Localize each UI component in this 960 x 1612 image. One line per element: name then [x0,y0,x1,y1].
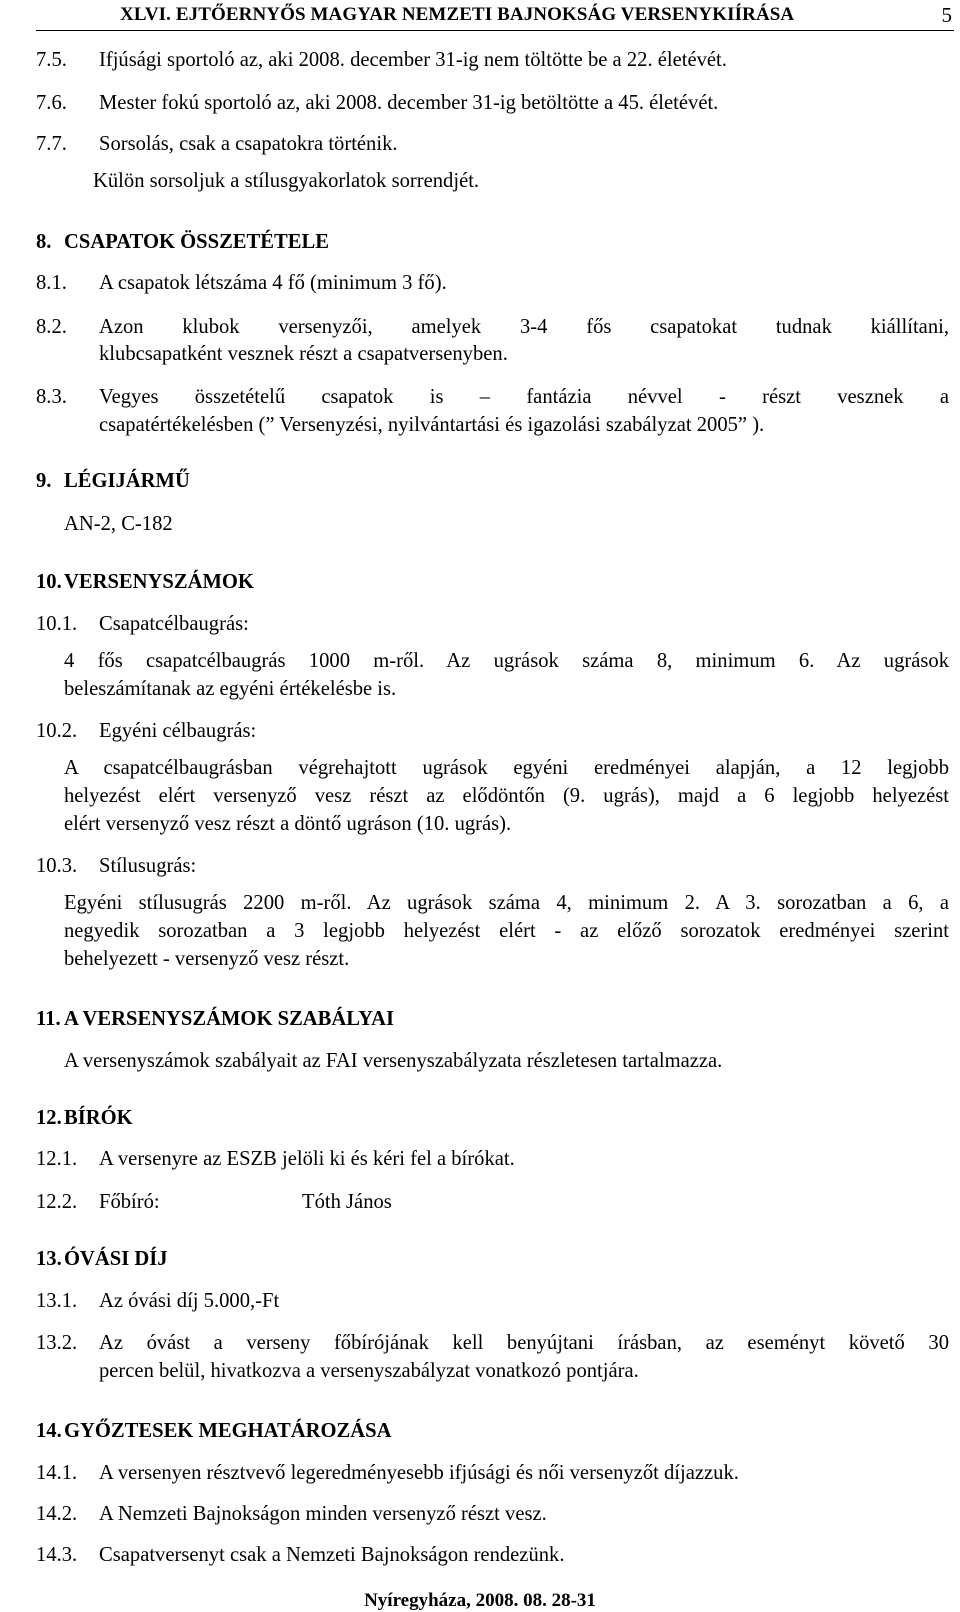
item-number: 14.2. [36,1503,78,1525]
header-title: XLVI. EJTŐERNYŐS MAGYAR NEMZETI BAJNOKSÁG VERSENYKIÍRÁSA [120,4,795,25]
item-text: A versenyen résztvevő legeredményesebb ifjúsági és női versenyzőt díjazzuk. [99,1462,739,1484]
item-number: 12.2. [36,1191,78,1213]
item-text: A versenyre az ESZB jelöli ki és kéri fel a bírókat. [99,1148,515,1170]
item-text: percen belül, hivatkozva a versenyszabályzat vonatkozó pontjára. [99,1360,639,1382]
section-title: GYŐZTESEK MEGHATÁROZÁSA [64,1420,392,1442]
item-text: 4 fős csapatcélbaugrás 1000 m-ről. Az ugrások száma 8, minimum 6. Az ugrások [64,650,949,672]
item-text: A csapatok létszáma 4 fő (minimum 3 fő). [99,272,447,294]
section-number: 8. [36,231,52,253]
item-text: Csapatversenyt csak a Nemzeti Bajnokságon rendezünk. [99,1544,565,1566]
item-text: Egyéni stílusugrás 2200 m-ről. Az ugrások száma 4, minimum 2. A 3. sorozatban a 6, a [64,892,949,914]
section-number: 14. [36,1420,62,1442]
item-text: Azon klubok versenyzői, amelyek 3-4 fős csapatokat tudnak kiállítani, [99,316,949,338]
section-number: 12. [36,1107,62,1129]
item-text: Az óvási díj 5.000,-Ft [99,1290,280,1312]
item-subtitle: Stílusugrás: [99,855,197,877]
item-number: 13.1. [36,1290,78,1312]
item-number: 10.3. [36,855,78,877]
item-text: Ifjúsági sportoló az, aki 2008. december 31-ig nem töltötte be a 22. életévét. [99,49,727,71]
item-text: AN-2, C-182 [64,513,173,535]
item-number: 8.1. [36,272,67,294]
section-title: A VERSENYSZÁMOK SZABÁLYAI [64,1008,394,1030]
item-text: negyedik sorozatban a 3 legjobb helyezést elért - az előző sorozatok eredményei szerint [64,920,949,942]
section-title: VERSENYSZÁMOK [64,571,254,593]
item-text: elért versenyző vesz részt a döntő ugráson (10. ugrás). [64,813,512,835]
item-subtitle: Csapatcélbaugrás: [99,613,249,635]
item-text: beleszámítanak az egyéni értékelésbe is. [64,678,397,700]
item-number: 7.7. [36,133,67,155]
item-number: 7.6. [36,92,67,114]
item-text: helyezést elért versenyző vesz részt az elődöntőn (9. ugrás), majd a 6 legjobb helyezést [64,785,949,807]
page-number: 5 [941,3,952,27]
item-value: Tóth János [302,1191,392,1213]
page-footer: Nyíregyháza, 2008. 08. 28-31 [364,1590,596,1611]
item-text: csapatértékelésben (” Versenyzési, nyilvántartási és igazolási szabályzat 2005” ). [99,414,765,436]
section-number: 11. [36,1008,61,1030]
item-subtitle: Egyéni célbaugrás: [99,720,257,742]
section-title: CSAPATOK ÖSSZETÉTELE [64,231,329,253]
section-number: 10. [36,571,62,593]
section-title: ÓVÁSI DÍJ [64,1248,168,1270]
item-text: Külön sorsoljuk a stílusgyakorlatok sorrendjét. [93,170,480,192]
item-text: A Nemzeti Bajnokságon minden versenyző részt vesz. [99,1503,547,1525]
item-number: 14.1. [36,1462,78,1484]
item-text: Sorsolás, csak a csapatokra történik. [99,133,398,155]
item-label: Főbíró: [99,1191,160,1213]
item-number: 8.3. [36,386,67,408]
section-title: LÉGIJÁRMŰ [64,470,190,492]
page-header [36,2,954,31]
item-number: 13.2. [36,1332,78,1354]
section-title: BÍRÓK [64,1107,133,1129]
item-text: A versenyszámok szabályait az FAI versenyszabályzata részletesen tartalmazza. [64,1050,723,1072]
item-number: 10.2. [36,720,78,742]
item-text: klubcsapatként vesznek részt a csapatversenyben. [99,343,508,365]
item-text: behelyezett - versenyző vesz részt. [64,948,350,970]
item-number: 14.3. [36,1544,78,1566]
item-number: 8.2. [36,316,67,338]
item-text: Az óvást a verseny főbírójának kell benyújtani írásban, az eseményt követő 30 [99,1332,949,1354]
section-number: 9. [36,470,52,492]
item-text: A csapatcélbaugrásban végrehajtott ugrások egyéni eredményei alapján, a 12 legjobb [64,757,949,779]
item-text: Mester fokú sportoló az, aki 2008. december 31-ig betöltötte a 45. életévét. [99,92,719,114]
item-number: 7.5. [36,49,67,71]
item-number: 12.1. [36,1148,78,1170]
item-text: Vegyes összetételű csapatok is – fantázia névvel - részt vesznek a [99,386,949,408]
section-number: 13. [36,1248,62,1270]
item-number: 10.1. [36,613,78,635]
